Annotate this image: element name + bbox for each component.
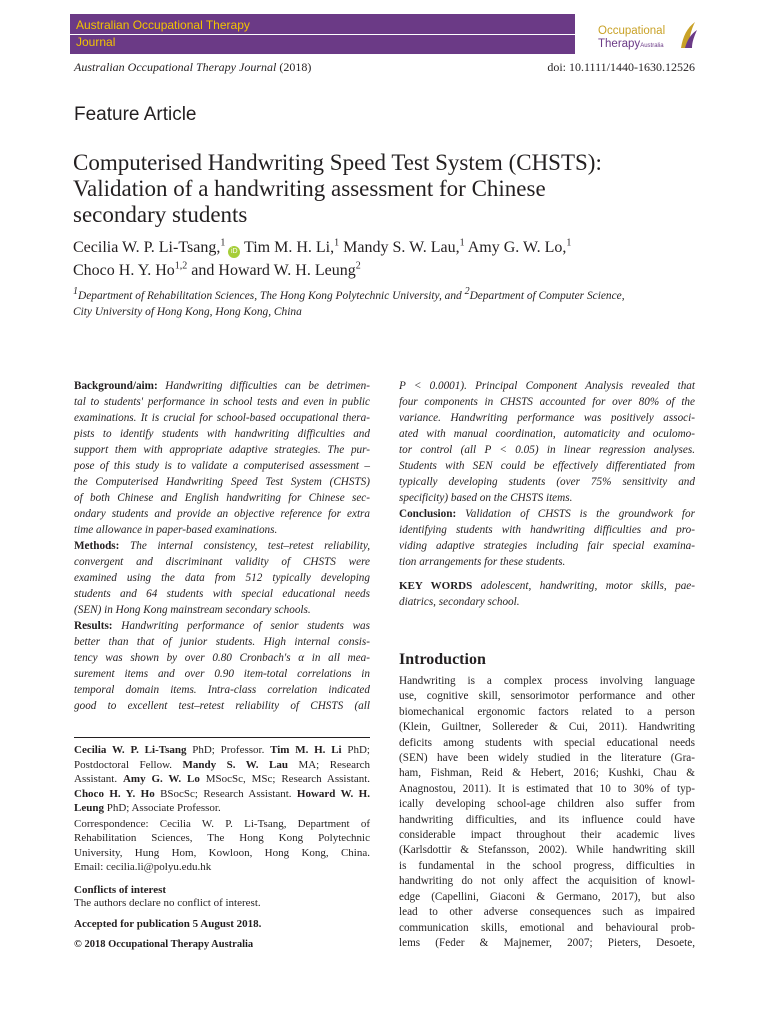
body-line: handwriting difficulties, and its influence could have [399,813,695,826]
abstract-line [74,618,370,634]
abstract-line: ondary students and provide an objective reference for extra [74,508,370,520]
abstract-text: Validation of CHSTS is the groundwork for [456,508,695,520]
author-name: Mandy S. W. Lau, [339,239,460,256]
abstract-line: ated with manual coordination, automaticity and oculomo- [399,428,695,440]
logo-figure-icon [677,18,699,52]
keywords-line [399,578,695,594]
credentials-line [74,801,370,816]
abstract-line: examinations. It is crucial for school-based occupational thera- [74,412,370,424]
abstract-line: tal to students' performance in school tests and even in public [74,396,370,408]
correspondence-line: Correspondence: Cecilia W. P. Li-Tsang, Department of [74,818,370,830]
correspondence-line: University, Hung Hom, Kowloon, Hong Kong, China. [74,846,370,859]
copyright-notice: © 2018 Occupational Therapy Australia [74,939,254,950]
results-label: Results: [74,620,113,632]
body-line: deficits among students with special educational needs [399,736,695,749]
body-line: ically developing school-age children also suffer from [399,798,695,811]
affil-sup: 1 [334,237,340,249]
abstract-line: viding adaptive strategies including fair special examina- [399,540,695,552]
author-name: Tim M. H. Li [270,744,342,756]
keywords-line: diatrics, secondary school. [399,596,520,608]
abstract-line: tion arrangements for these students. [399,556,566,568]
abstract-line: examined using the data from 512 typically developing [74,572,370,584]
introduction-heading: Introduction [399,651,486,668]
affil-sup: 1 [566,237,572,249]
running-header-journal-name: Australian Occupational Therapy Journal [74,60,277,74]
author-name: Choco H. Y. Ho [73,262,175,279]
abstract-text: The internal consistency, test–retest reliability, [119,540,370,552]
author-name: Choco H. Y. Ho [74,787,155,800]
author-name: Amy G. W. Lo, [464,239,567,256]
abstract-line: the Computerised Handwriting Speed Test System (CHSTS) [74,476,370,488]
banner-title-line2: Journal [76,35,116,49]
title-line: secondary students [73,202,248,227]
abstract-line: four components in CHSTS accounted for over 80% of the [399,396,695,408]
correspondence [74,817,370,874]
abstract-line: pose of this study is to validate a computerised assessment – [74,460,370,472]
abstract-line [74,538,370,554]
body-line: communication skills, emotional and behavioural prob- [399,921,695,934]
correspondence-email[interactable]: Email: cecilia.li@polyu.edu.hk [74,860,212,873]
logo-word-therapy [598,37,664,53]
abstract-line: surement items and over 0.90 item-total correlations in [74,668,370,680]
author-name: Tim M. H. Li, [240,239,335,256]
credentials-line [74,787,370,802]
introduction-body [399,674,695,951]
affil-sup: 1 [220,237,226,249]
body-line: Handwriting is a complex process involving language [399,675,695,687]
abstract-line [74,378,370,394]
logo-australia-text: Australia [640,43,664,49]
affiliation-text: Department of Rehabilitation Sciences, The Hong Kong Polytechnic University, and [78,290,465,302]
affiliation-text: Department of Computer Science, [469,290,625,302]
credentials-text: MSocSc, MSc; Research Assistant. [199,773,371,785]
affil-sup: 1,2 [174,260,188,272]
correspondence-line: Rehabilitation Sciences, The Hong Kong Polytechnic [74,832,370,845]
credentials-text: Assistant. [74,773,123,785]
author-name: Mandy S. W. Lau [182,758,288,771]
author-list [73,236,713,282]
keywords-label: KEY WORDS [399,580,473,592]
abstract-line: students and 64 students with special educational needs [74,588,370,600]
abstract-line: better than that of junior students. High internal consis- [74,636,370,648]
abstract-line: P < 0.0001). Principal Component Analysis revealed that [399,380,695,392]
body-line: is fundamental in the school progress, difficulties in [399,859,695,872]
credentials-line [74,772,370,787]
abstract-line: convergent and discriminant validity of CHSTS were [74,556,370,568]
author-name: Howard W. H. [296,787,370,800]
banner-divider [70,34,575,35]
credentials-text: PhD; Associate Professor. [103,802,221,814]
body-line: (SEN) have been widely studied in the literature (Gra- [399,752,695,765]
credentials-text: BSocSc; Research Assistant. [154,787,297,800]
affiliations [73,288,713,320]
body-line: ham, Fishman, Reid & Hebert, 2016; Kushki, Chau & [399,767,695,780]
title-line: Validation of a handwriting assessment for Chinese [73,176,546,201]
affil-sup: 1 [73,286,78,298]
author-name: Cecilia W. P. Li-Tsang, [73,239,221,256]
abstract-line: pists to identify students with handwriting difficulties and [74,428,370,440]
journal-banner [70,14,575,54]
body-line: lead to other adverse consequences such as impaired [399,906,695,919]
abstract-line: temporal domain items. Intra-class correlation indicated [74,684,370,696]
credentials-line [74,758,370,773]
article-title [73,150,713,228]
body-line: lems (Feder & Majnemer, 2007; Pieters, Desoete, [399,936,695,949]
credentials-line [74,743,370,758]
body-line: considerable impact throughout their academic lives [399,829,695,842]
author-name: and Howard W. H. Leung [187,262,356,279]
affil-sup: 2 [355,260,361,272]
abstract-line: support them with appropriate adaptive strategies. The pur- [74,444,370,456]
body-line: (Karlsdottir & Stefansson, 2002). While handwriting skill [399,844,695,857]
author-name: Amy G. W. Lo [122,773,200,785]
abstract-line: tor control (all P < 0.05) in linear regression analyses. [399,444,695,456]
abstract-line: (SEN) in Hong Kong mainstream secondary schools. [74,604,311,616]
abstract-line: good to excellent test–retest reliability of CHSTS (all [74,700,370,712]
author-name: Leung [74,802,104,814]
methods-label: Methods: [74,540,120,552]
running-header-year: (2018) [279,60,312,74]
banner-title-line1: Australian Occupational Therapy [76,18,250,32]
affil-sup: 2 [464,286,470,298]
author-line-2 [73,259,713,282]
abstract-line: tency was shown by over 0.80 Cronbach's α in all mea- [74,652,370,664]
conflicts-heading: Conflicts of interest [74,884,167,896]
credentials-text: Postdoctoral Fellow. [74,758,183,771]
logo-word-occupational: Occupational [598,25,666,37]
body-line: (Klein, Guiltner, Sollereder & Cui, 2011). Handwriting [399,721,695,734]
body-line: edge (Capellini, Giaconi & Germano, 2017), but also [399,890,695,903]
orcid-icon[interactable]: iD [228,246,240,258]
author-credentials [74,743,370,816]
abstract-line: typically developing students (over 75% sensitivity and [399,476,695,488]
affiliation-line [73,288,713,304]
author-name: Cecilia W. P. Li-Tsang [74,744,187,756]
abstract-line [399,506,695,522]
body-line: biomechanical ergonomic factors related to a person [399,705,695,718]
abstract-line: variance. Handwriting performance was positively associ- [399,412,695,424]
abstract-divider [74,737,370,738]
running-header-doi: doi: 10.1111/1440-1630.12526 [547,60,695,74]
abstract-text: Handwriting difficulties can be detrimen- [157,380,370,392]
affiliation-line: City University of Hong Kong, Hong Kong, China [73,306,302,318]
conclusion-label: Conclusion: [399,508,457,520]
conflicts-text: The authors declare no conflict of interest. [74,897,261,909]
abstract-line: specificity) based on the CHSTS items. [399,492,573,504]
credentials-text: MA; Research [287,758,371,771]
credentials-text: PhD; Professor. [186,744,271,756]
title-line: Computerised Handwriting Speed Test System (CHSTS): [73,150,602,175]
abstract-text: Handwriting performance of senior students was [112,620,370,632]
affil-sup: 1 [459,237,465,249]
abstract-line: time allowance in paper-based examinations. [74,524,278,536]
running-header-journal [74,60,311,74]
logo-therapy-text: Therapy [598,38,641,50]
body-line: use, cognitive skill, sensorimotor performance and other [399,690,695,703]
abstract-left-column [74,378,370,714]
abstract-line: of both Chinese and English handwriting for Chinese sec- [74,492,370,504]
conflicts-of-interest [74,884,370,910]
otaustralia-logo [598,14,700,54]
body-line: handwriting do not only affect the acquisition of knowl- [399,875,695,888]
accepted-date: Accepted for publication 5 August 2018. [74,918,262,930]
abstract-line: identifying students with handwriting difficulties and pro- [399,524,695,536]
keywords-text: adolescent, handwriting, motor skills, pae- [472,580,695,592]
background-label: Background/aim: [74,380,158,392]
abstract-right-column [399,378,695,610]
author-line-1 [73,236,713,259]
body-line: Anagnostou, 2011). It is estimated that 10 to 30% of typ- [399,782,695,795]
credentials-text: PhD; [341,744,370,756]
abstract-line: Students with SEN could be effectively differentiated from [399,460,695,472]
section-label: Feature Article [74,104,197,125]
